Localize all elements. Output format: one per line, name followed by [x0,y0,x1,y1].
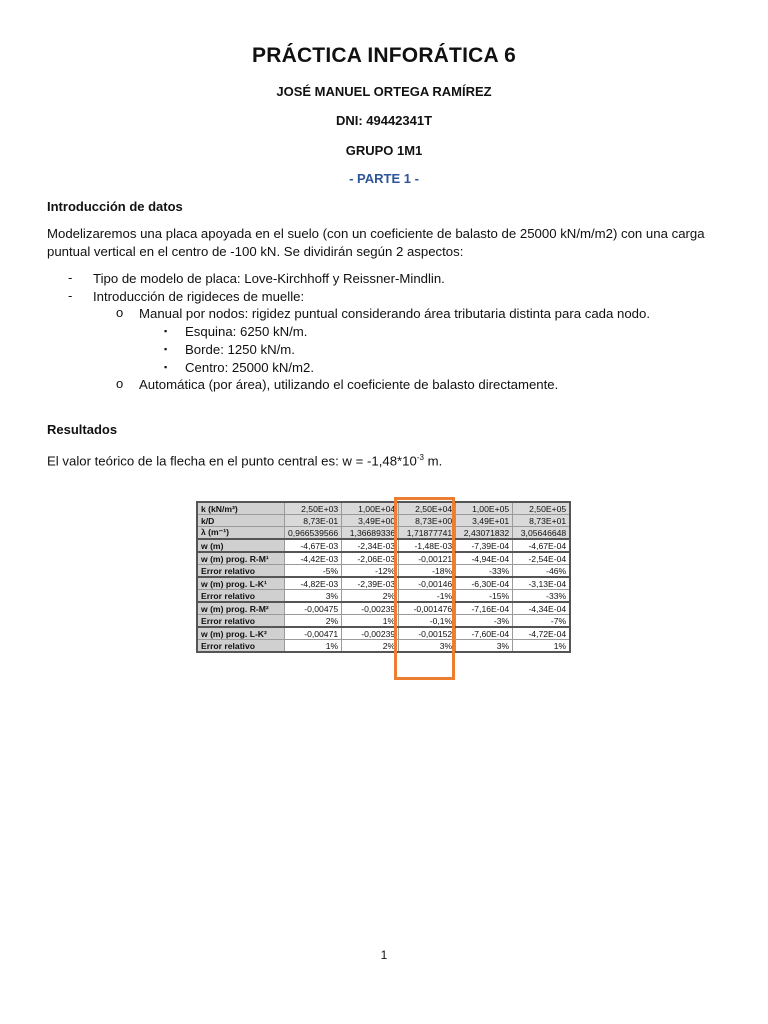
table-cell: 3,49E+01 [456,515,513,527]
table-cell: -4,82E-03 [285,577,342,590]
table-row [197,515,570,527]
list-item: Borde: 1250 kN/m. [185,342,295,357]
list-marker-circle: o [116,305,124,320]
author-name: JOSÉ MANUEL ORTEGA RAMÍREZ [276,84,492,99]
table-cell: 2,50E+03 [285,502,342,515]
table-cell: -0,00146 [399,577,456,590]
table-row-label: Error relativo [197,590,285,603]
table-cell: -3% [456,615,513,628]
table-cell: -4,94E-04 [456,552,513,565]
table-row [197,602,570,615]
table-cell: 0,966539566 [285,527,342,540]
table-cell: 2% [285,615,342,628]
table-cell: 8,73E+00 [399,515,456,527]
table-cell: -4,42E-03 [285,552,342,565]
table-cell: 8,73E+01 [513,515,571,527]
list-item: Centro: 25000 kN/m2. [185,360,315,375]
results-text [47,449,727,470]
table-row [197,565,570,578]
table-cell: 1,00E+05 [456,502,513,515]
table-row-label: w (m) [197,539,285,552]
intro-heading: Introducción de datos [47,199,183,214]
results-table [196,501,571,653]
table-row [197,640,570,653]
table-cell: -0,00471 [285,627,342,640]
table-cell: 2,50E+04 [399,502,456,515]
table-row-label: k (kN/m³) [197,502,285,515]
table-cell: 3,49E+00 [342,515,399,527]
page-title: PRÁCTICA INFORÁTICA 6 [252,44,516,67]
results-text-unit: m. [423,453,443,469]
table-row [197,527,570,540]
table-cell: -7,60E-04 [456,627,513,640]
results-exponent: -3 [416,453,424,462]
table-row-label: k/D [197,515,285,527]
table-cell: -7,16E-04 [456,602,513,615]
table-row [197,590,570,603]
table-cell: -2,34E-03 [342,539,399,552]
group-line: GRUPO 1M1 [345,143,423,158]
table-row [197,502,570,515]
table-cell: -2,39E-03 [342,577,399,590]
table-cell: 2% [342,640,399,653]
list-item: Esquina: 6250 kN/m. [185,324,308,339]
table-cell: -0,00239 [342,602,399,615]
list-marker-circle: o [116,376,124,391]
table-cell: 3% [399,640,456,653]
table-cell: -33% [513,590,571,603]
table-cell: 1% [513,640,571,653]
table-row-label: λ (m⁻¹) [197,527,285,540]
table-row [197,627,570,640]
table-cell: -7% [513,615,571,628]
table-cell: -0,001476 [399,602,456,615]
table-cell: -0,00239 [342,627,399,640]
results-text-main: El valor teórico de la flecha en el punto central es: w = -1,48*10 [47,453,417,469]
table-cell: 2,43071832 [456,527,513,540]
table-row-label: w (m) prog. L-K² [197,627,285,640]
list-item: Introducción de rigideces de muelle: [93,289,305,304]
table-cell: -4,67E-04 [513,539,571,552]
table-cell: -6,30E-04 [456,577,513,590]
table-cell: -0,00121 [399,552,456,565]
list-marker-square: ▪ [164,344,168,354]
table-row-label: Error relativo [197,640,285,653]
table-cell: -4,67E-03 [285,539,342,552]
table-cell: 3,05646648 [513,527,571,540]
table-row [197,539,570,552]
results-heading: Resultados [47,422,118,437]
list-item: Manual por nodos: rigidez puntual considerando área tributaria distinta para cada nodo. [139,306,650,321]
list-item: Automática (por área), utilizando el coeficiente de balasto directamente. [139,377,559,392]
table-cell: -0,00152 [399,627,456,640]
table-cell: -1% [399,590,456,603]
table-row-label: w (m) prog. R-M¹ [197,552,285,565]
table-cell: -2,54E-04 [513,552,571,565]
table-cell: -46% [513,565,571,578]
table-row-label: w (m) prog. R-M² [197,602,285,615]
table-row-label: w (m) prog. L-K¹ [197,577,285,590]
results-table-body [197,502,570,652]
table-row [197,552,570,565]
table-cell: 1% [285,640,342,653]
table-cell: -0,00475 [285,602,342,615]
list-item: Tipo de modelo de placa: Love-Kirchhoff y Reissner-Mindlin. [93,271,445,286]
list-marker-dash: - [68,288,73,303]
table-cell: -33% [456,565,513,578]
table-cell: 3% [456,640,513,653]
table-cell: 8,73E-01 [285,515,342,527]
table-cell: -0,1% [399,615,456,628]
table-row [197,615,570,628]
list-marker-dash: - [68,270,73,285]
table-cell: 1,36689336 [342,527,399,540]
table-cell: 1% [342,615,399,628]
part-heading: - PARTE 1 - [349,171,419,186]
table-cell: -15% [456,590,513,603]
table-cell: -3,13E-04 [513,577,571,590]
table-cell: -4,72E-04 [513,627,571,640]
results-table-image [196,501,571,653]
table-cell: 1,00E+04 [342,502,399,515]
table-row-label: Error relativo [197,615,285,628]
table-cell: -2,06E-03 [342,552,399,565]
table-cell: 2% [342,590,399,603]
table-row [197,577,570,590]
list-marker-square: ▪ [164,362,168,372]
table-cell: -18% [399,565,456,578]
dni-line: DNI: 49442341T [335,113,433,128]
table-cell: 2,50E+05 [513,502,571,515]
table-cell: 1,71877741 [399,527,456,540]
list-marker-square: ▪ [164,326,168,336]
table-cell: -12% [342,565,399,578]
table-cell: -1,48E-03 [399,539,456,552]
table-cell: -7,39E-04 [456,539,513,552]
table-cell: -4,34E-04 [513,602,571,615]
table-cell: 3% [285,590,342,603]
table-cell: -5% [285,565,342,578]
page-number: 1 [380,948,388,962]
table-row-label: Error relativo [197,565,285,578]
intro-paragraph: Modelizaremos una placa apoyada en el suelo (con un coeficiente de balasto de 25000 kN/m/m2) con una carga puntual vertical en el centro de -100 kN. Se dividirán según 2 aspectos: [47,226,705,259]
